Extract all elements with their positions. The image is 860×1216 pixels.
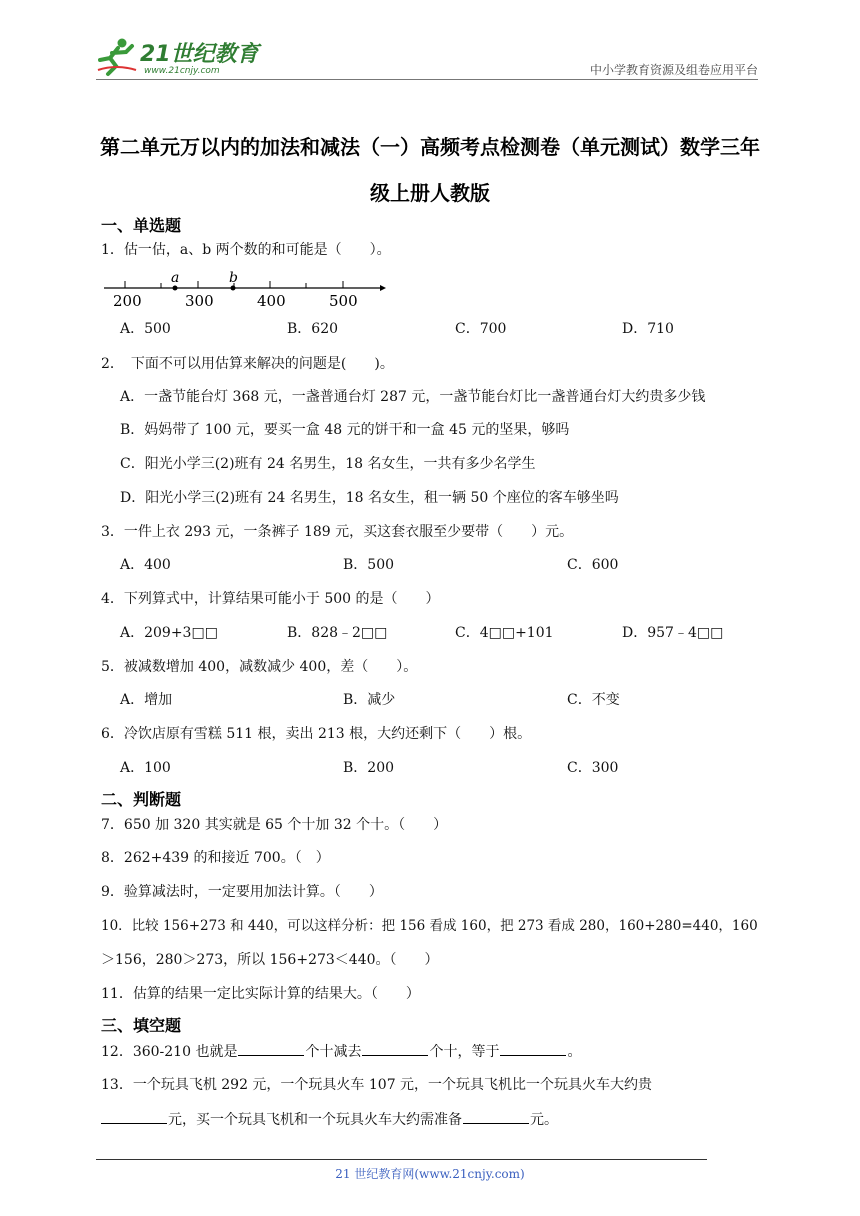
question-9: 9．验算减法时，一定要用加法计算。（ ） bbox=[101, 884, 383, 900]
page-title-line2: 级上册人教版 bbox=[370, 181, 490, 205]
q3-option-b[interactable]: B．500 bbox=[343, 557, 395, 573]
q6-option-c[interactable]: C．300 bbox=[567, 760, 619, 776]
q1-option-a[interactable]: A．500 bbox=[120, 321, 171, 337]
q12-blank-3[interactable] bbox=[500, 1041, 566, 1056]
point-label-b: b bbox=[229, 270, 238, 286]
number-line bbox=[100, 266, 390, 310]
question-7: 7．650 加 320 其实就是 65 个十加 32 个十。（ ） bbox=[101, 817, 448, 833]
q4-option-d[interactable]: D．957﹣4□□ bbox=[622, 625, 724, 641]
q13-text-part3: 元。 bbox=[530, 1112, 558, 1128]
question-2: 2． 下面不可以用估算来解决的问题是( )。 bbox=[101, 356, 394, 372]
point-a bbox=[173, 286, 178, 291]
q2-option-d[interactable]: D．阳光小学三(2)班有 24 名男生，18 名女生，租一辆 50 个座位的客车够坐吗 bbox=[120, 490, 619, 506]
point-label-a: a bbox=[171, 270, 180, 286]
q12-text-part2: 个十减去 bbox=[305, 1044, 362, 1060]
q6-option-b[interactable]: B．200 bbox=[343, 760, 395, 776]
point-b bbox=[231, 286, 236, 291]
q4-option-b[interactable]: B．828﹣2□□ bbox=[287, 625, 388, 641]
question-4: 4．下列算式中，计算结果可能小于 500 的是（ ） bbox=[101, 591, 440, 607]
footer-divider bbox=[96, 1159, 707, 1160]
question-13-line2 bbox=[101, 1109, 558, 1130]
question-1: 1．估一估，a、b 两个数的和可能是（ ）。 bbox=[101, 242, 391, 258]
question-3: 3．一件上衣 293 元，一条裤子 189 元，买这套衣服至少要带（ ）元。 bbox=[101, 524, 574, 540]
tick-label-400: 400 bbox=[257, 292, 286, 310]
q12-blank-2[interactable] bbox=[362, 1041, 428, 1056]
q13-blank-1[interactable] bbox=[101, 1109, 167, 1124]
logo-text: 21世纪教育 bbox=[140, 42, 259, 67]
q1-option-c[interactable]: C．700 bbox=[455, 321, 507, 337]
q12-text-part4: 。 bbox=[567, 1044, 582, 1060]
site-logo bbox=[96, 36, 271, 78]
question-6: 6．冷饮店原有雪糕 511 根，卖出 213 根，大约还剩下（ ）根。 bbox=[101, 726, 532, 742]
number-line-figure bbox=[100, 266, 390, 310]
tick-label-300: 300 bbox=[185, 292, 214, 310]
section-heading-true-false: 二、判断题 bbox=[101, 790, 182, 809]
q13-blank-2[interactable] bbox=[463, 1109, 529, 1124]
q4-option-c[interactable]: C．4□□+101 bbox=[455, 625, 554, 641]
q3-option-a[interactable]: A．400 bbox=[120, 557, 171, 573]
question-10-line2: ＞156，280＞273，所以 156+273＜440。（ ） bbox=[101, 952, 439, 968]
q13-text-part2: 元，买一个玩具飞机和一个玩具火车大约需准备 bbox=[168, 1112, 462, 1128]
footer-text: 21 世纪教育网(www.21cnjy.com) bbox=[335, 1167, 525, 1181]
question-8: 8．262+439 的和接近 700。（ ） bbox=[101, 850, 330, 866]
q12-blank-1[interactable] bbox=[238, 1041, 304, 1056]
page-title-line1: 第二单元万以内的加法和减法（一）高频考点检测卷（单元测试）数学三年 bbox=[100, 135, 760, 159]
q6-option-a[interactable]: A．100 bbox=[120, 760, 171, 776]
header-divider bbox=[96, 79, 758, 80]
q2-option-c[interactable]: C．阳光小学三(2)班有 24 名男生，18 名女生，一共有多少名学生 bbox=[120, 456, 536, 472]
q5-option-c[interactable]: C．不变 bbox=[567, 692, 620, 708]
q1-option-b[interactable]: B．620 bbox=[287, 321, 339, 337]
question-11: 11．估算的结果一定比实际计算的结果大。（ ） bbox=[101, 986, 420, 1002]
q2-option-a[interactable]: A．一盏节能台灯 368 元，一盏普通台灯 287 元，一盏节能台灯比一盏普通台灯大约贵多少钱 bbox=[120, 389, 706, 405]
header-platform-text: 中小学教育资源及组卷应用平台 bbox=[589, 63, 758, 77]
q1-option-d[interactable]: D．710 bbox=[622, 321, 674, 337]
q5-option-b[interactable]: B．减少 bbox=[343, 692, 396, 708]
question-5: 5．被减数增加 400，减数减少 400，差（ ）。 bbox=[101, 659, 418, 675]
q2-option-b[interactable]: B．妈妈带了 100 元，要买一盒 48 元的饼干和一盒 45 元的坚果，够吗 bbox=[120, 422, 570, 438]
question-10-line1: 10．比较 156+273 和 440，可以这样分析：把 156 看成 160，把 273 看成 280，160+280=440，160 bbox=[101, 918, 758, 934]
logo-url: www.21cnjy.com bbox=[144, 66, 220, 76]
section-heading-fill-blank: 三、填空题 bbox=[101, 1016, 182, 1035]
q12-text-part3: 个十，等于 bbox=[429, 1044, 500, 1060]
tick-label-500: 500 bbox=[329, 292, 358, 310]
q5-option-a[interactable]: A．增加 bbox=[120, 692, 173, 708]
q3-option-c[interactable]: C．600 bbox=[567, 557, 619, 573]
q4-option-a[interactable]: A．209+3□□ bbox=[120, 625, 218, 641]
question-13-line1: 13．一个玩具飞机 292 元，一个玩具火车 107 元，一个玩具飞机比一个玩具火车大约贵 bbox=[101, 1077, 653, 1093]
tick-label-200: 200 bbox=[113, 292, 142, 310]
question-12 bbox=[101, 1041, 581, 1062]
runner-logo-icon bbox=[96, 36, 271, 78]
section-heading-single-choice: 一、单选题 bbox=[101, 216, 182, 235]
q12-text-part1: 12．360-210 也就是 bbox=[101, 1044, 238, 1060]
